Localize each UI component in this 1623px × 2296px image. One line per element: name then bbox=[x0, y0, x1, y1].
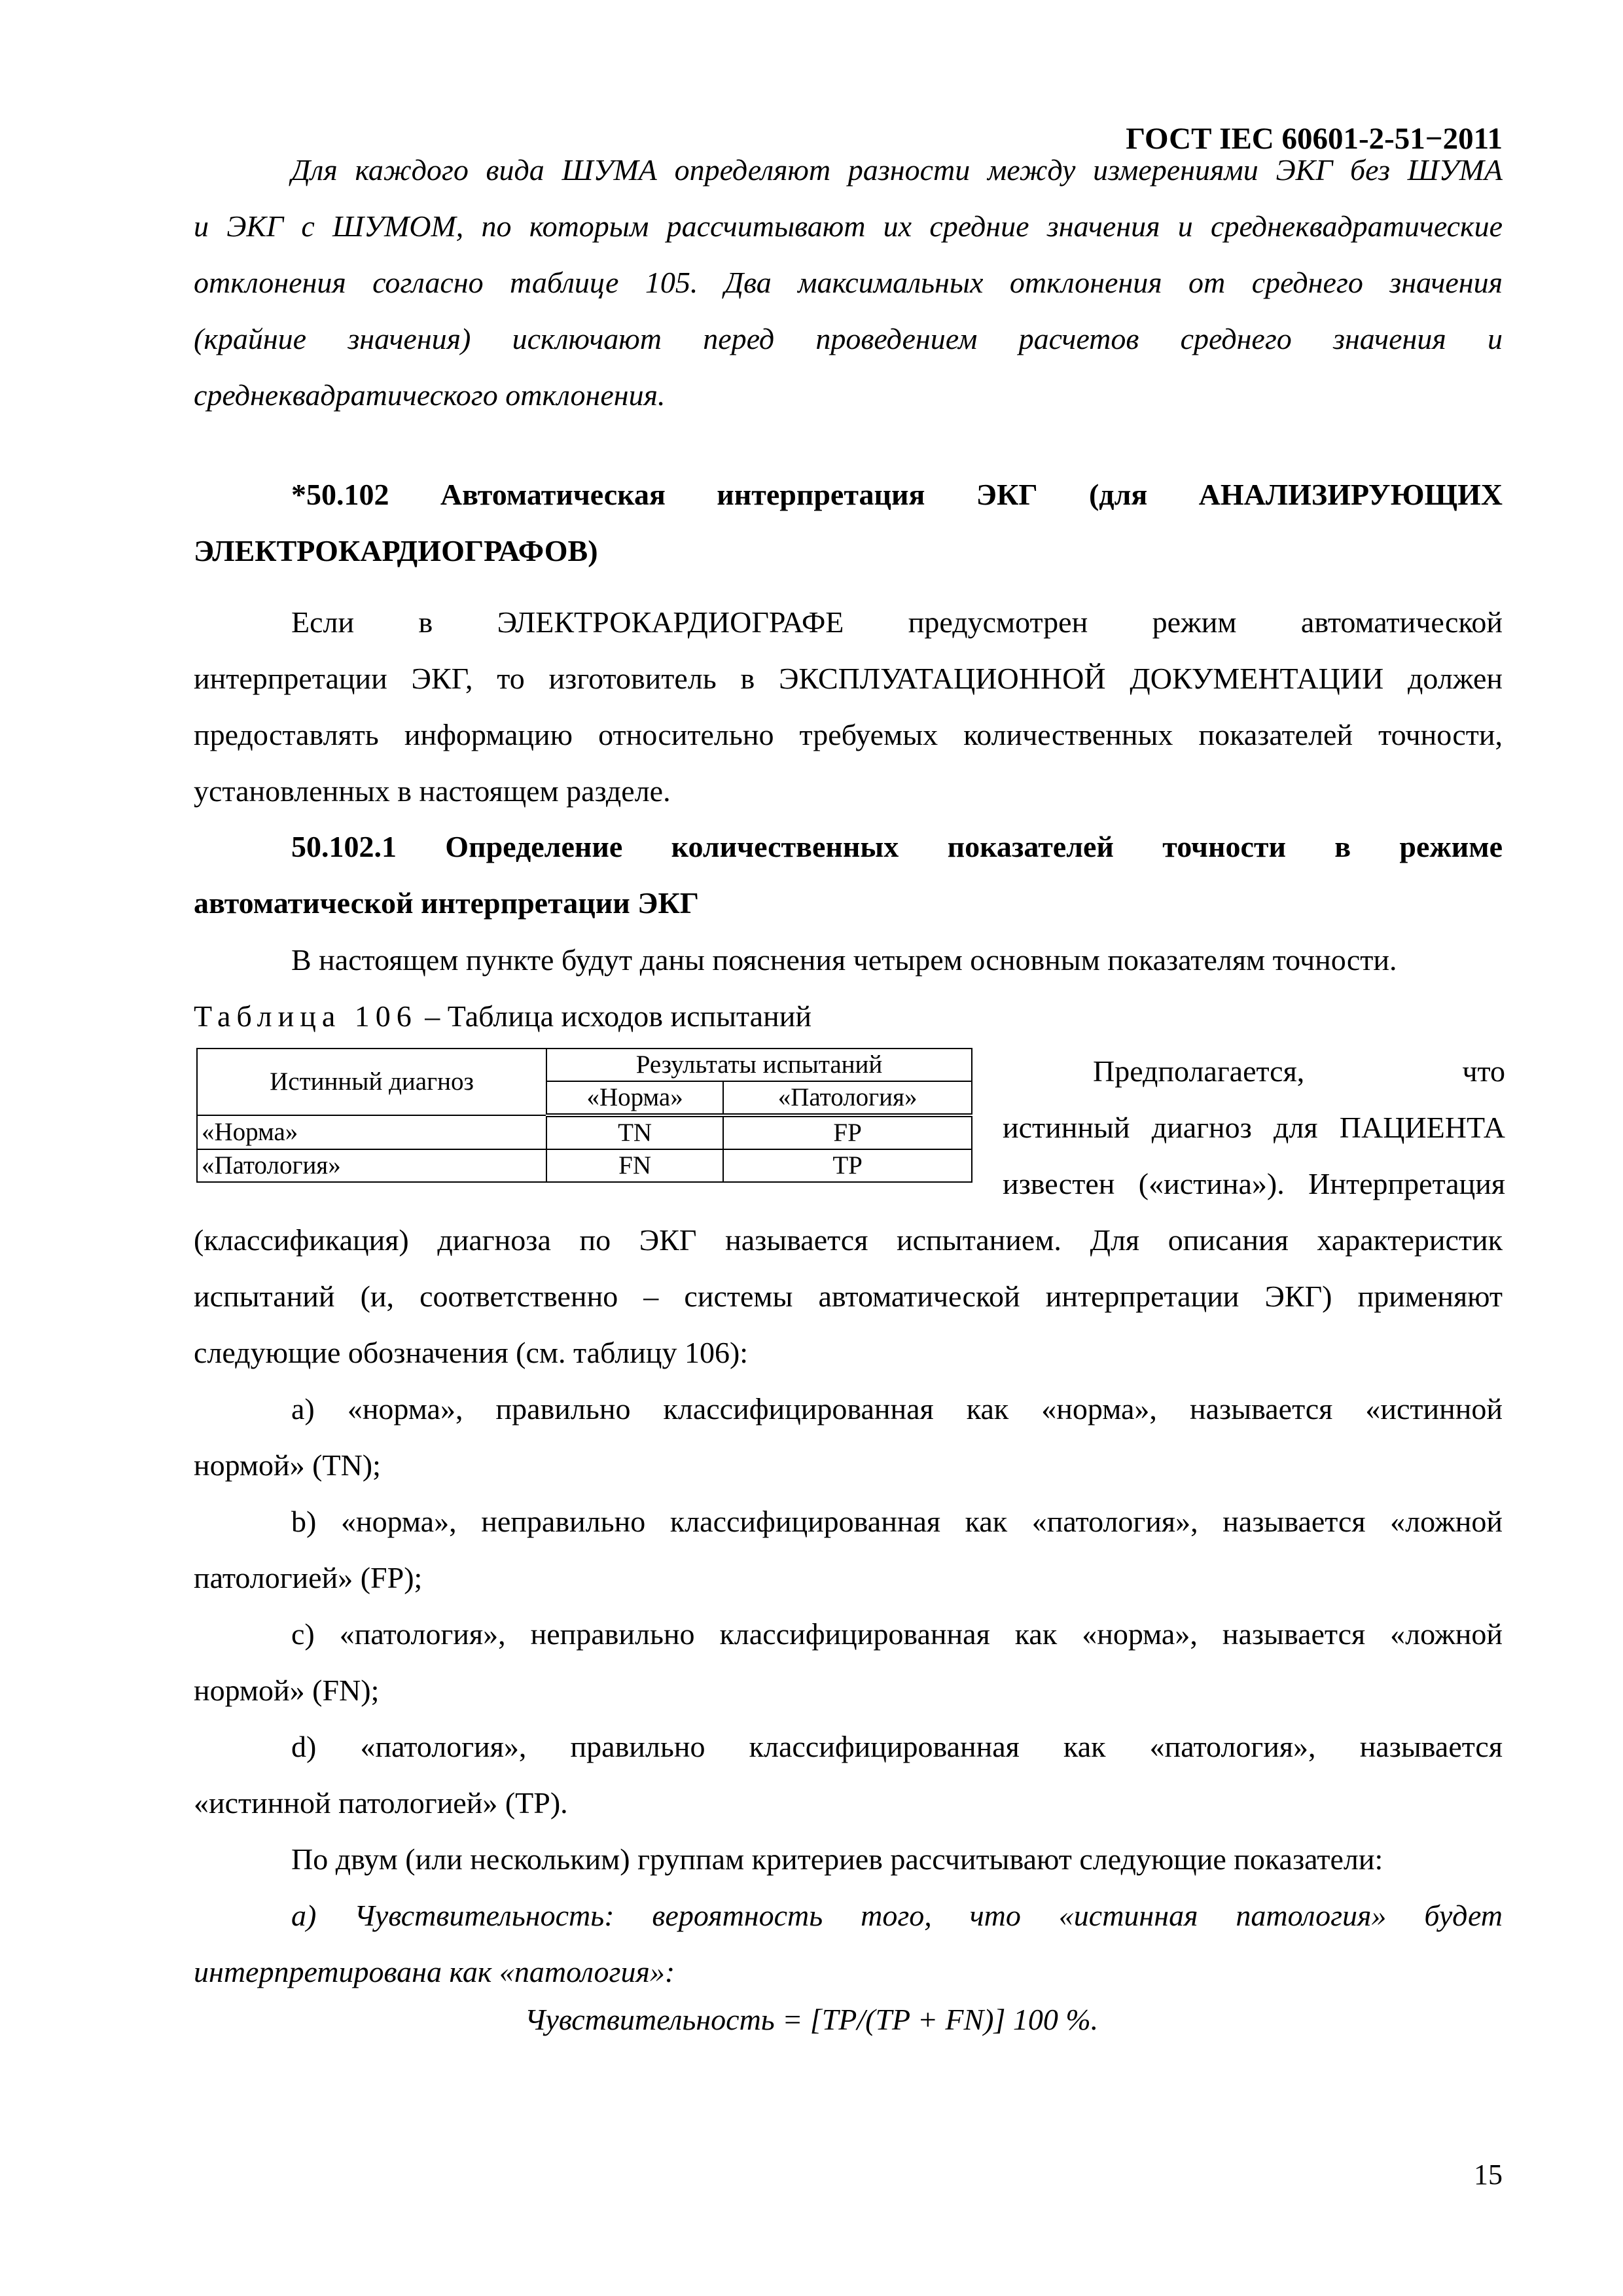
classification-paragraph bbox=[194, 1212, 1503, 1381]
section-50-102-1-paragraph bbox=[194, 932, 1503, 988]
criteria-paragraph bbox=[194, 1831, 1503, 1888]
table-header-row bbox=[197, 1049, 972, 1081]
list-item-line: b) «норма», неправильно классифицированная как «патология», называется «ложной bbox=[291, 1505, 1503, 1538]
heading-line: автоматической интерпретации ЭКГ bbox=[194, 886, 700, 920]
table-caption-title: Таблица исходов испытаний bbox=[447, 999, 812, 1033]
list-item bbox=[194, 1719, 1503, 1831]
heading-line: 50.102.1 Определение количественных показателей точности в режиме bbox=[291, 830, 1503, 863]
list-item-line: патологией» (FP); bbox=[194, 1561, 423, 1594]
outcomes-table bbox=[196, 1048, 972, 1183]
side-line-left: Предполагается, bbox=[1093, 1054, 1305, 1088]
list-item bbox=[194, 1381, 1503, 1494]
side-line: истинный диагноз для ПАЦИЕНТА bbox=[1003, 1111, 1505, 1144]
list-item-line: нормой» (FN); bbox=[194, 1674, 380, 1707]
list-item-line: «истинной патологией» (TP). bbox=[194, 1786, 568, 1820]
table-row bbox=[197, 1115, 972, 1149]
definition-line: а) Чувствительность: вероятность того, что «истинная патология» будет bbox=[291, 1899, 1503, 1932]
table-cell: FN bbox=[546, 1149, 723, 1182]
row-label: «Норма» bbox=[197, 1115, 546, 1149]
section-50-102-1-heading bbox=[194, 819, 1503, 931]
list-item-line: d) «патология», правильно классифицированная как «патология», называется bbox=[291, 1730, 1503, 1763]
side-line bbox=[1003, 1043, 1505, 1100]
row-label: «Патология» bbox=[197, 1149, 546, 1182]
table-cell: FP bbox=[723, 1115, 972, 1149]
table-caption-dash: – bbox=[417, 999, 448, 1033]
side-line-right: что bbox=[1462, 1054, 1505, 1088]
sensitivity-formula: Чувствительность = [TP/(TP + FN)] 100 %. bbox=[524, 2003, 1099, 2036]
list-item-line: с) «патология», неправильно классифицированная как «норма», называется «ложной bbox=[291, 1617, 1503, 1651]
list-item bbox=[194, 1606, 1503, 1719]
paragraph-line: интерпретации ЭКГ, то изготовитель в ЭКСПЛУАТАЦИОННОЙ ДОКУМЕНТАЦИИ должен bbox=[194, 662, 1503, 695]
true-diagnosis-header: Истинный диагноз bbox=[197, 1049, 546, 1115]
intro-line: (крайние значения) исключают перед проведением расчетов среднего значения и bbox=[194, 322, 1503, 355]
intro-line: отклонения согласно таблице 105. Два максимальных отклонения от среднего значения bbox=[194, 266, 1503, 299]
list-item bbox=[194, 1494, 1503, 1606]
column-norm-header: «Норма» bbox=[546, 1081, 723, 1115]
standard-header: ГОСТ IEC 60601-2-51−2011 bbox=[1126, 122, 1503, 156]
definition-line: интерпретирована как «патология»: bbox=[194, 1955, 675, 1988]
paragraph-line: следующие обозначения (см. таблицу 106): bbox=[194, 1336, 749, 1369]
table-caption-label: Таблица 106 bbox=[194, 999, 418, 1033]
test-results-header: Результаты испытаний bbox=[546, 1049, 972, 1081]
intro-line: и ЭКГ с ШУМОМ, по которым рассчитывают их средние значения и среднеквадратические bbox=[194, 209, 1503, 243]
paragraph-line: Если в ЭЛЕКТРОКАРДИОГРАФЕ предусмотрен режим автоматической bbox=[291, 605, 1503, 639]
section-50-102-paragraph bbox=[194, 594, 1503, 819]
intro-line: Для каждого вида ШУМА определяют разности между измерениями ЭКГ без ШУМА bbox=[291, 153, 1503, 187]
heading-line: ЭЛЕКТРОКАРДИОГРАФОВ) bbox=[194, 534, 598, 567]
sensitivity-definition bbox=[194, 1888, 1503, 2000]
intro-paragraph bbox=[194, 142, 1503, 423]
table-caption bbox=[194, 988, 812, 1045]
paragraph-line: (классификация) диагноза по ЭКГ называется испытанием. Для описания характеристик bbox=[194, 1223, 1503, 1257]
paragraph-line: По двум (или нескольким) группам критериев рассчитывают следующие показатели: bbox=[291, 1842, 1383, 1876]
table-cell: TN bbox=[546, 1115, 723, 1149]
heading-line: *50.102 Автоматическая интерпретация ЭКГ (для АНАЛИЗИРУЮЩИХ bbox=[291, 478, 1503, 511]
column-pathology-header: «Патология» bbox=[723, 1081, 972, 1115]
paragraph-line: предоставлять информацию относительно требуемых количественных показателей точности, bbox=[194, 718, 1503, 751]
table-row bbox=[197, 1149, 972, 1182]
side-text bbox=[1003, 1043, 1505, 1212]
side-line: известен («истина»). Интерпретация bbox=[1003, 1167, 1505, 1200]
page-number: 15 bbox=[1474, 2159, 1503, 2191]
intro-line: среднеквадратического отклонения. bbox=[194, 378, 666, 412]
section-50-102-heading bbox=[194, 467, 1503, 579]
table-cell: TP bbox=[723, 1149, 972, 1182]
list-item-line: нормой» (TN); bbox=[194, 1448, 381, 1482]
paragraph-line: В настоящем пункте будут даны пояснения четырем основным показателям точности. bbox=[291, 943, 1397, 977]
paragraph-line: испытаний (и, соответственно – системы автоматической интерпретации ЭКГ) применяют bbox=[194, 1280, 1503, 1313]
list-item-line: а) «норма», правильно классифицированная как «норма», называется «истинной bbox=[291, 1392, 1503, 1426]
paragraph-line: установленных в настоящем разделе. bbox=[194, 774, 671, 808]
